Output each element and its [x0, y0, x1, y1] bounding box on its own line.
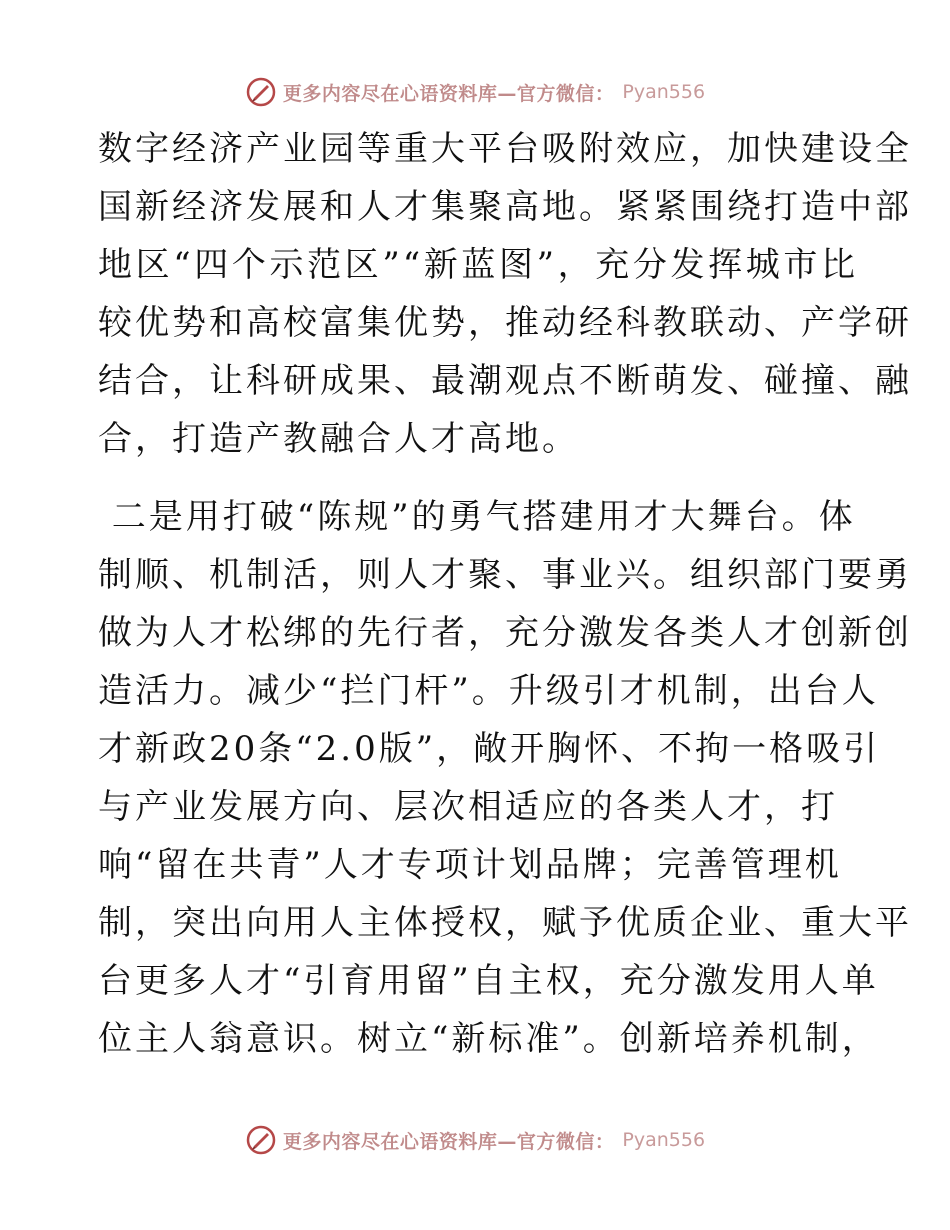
text-line: 与产业发展方向、层次相适应的各类人才，打	[98, 787, 838, 827]
watermark-text: 更多内容尽在心语资料库—官方微信：	[282, 1130, 615, 1153]
watermark-text: 更多内容尽在心语资料库—官方微信：	[282, 82, 615, 105]
header-watermark	[0, 72, 950, 112]
quill-logo-icon	[245, 76, 277, 108]
text-line: 制，突出向用人主体授权，赋予优质企业、重大平	[98, 903, 912, 943]
watermark-handle: Pyan556	[622, 1129, 706, 1151]
paragraph-2	[98, 488, 912, 1068]
text-line: 做为人才松绑的先行者，充分激发各类人才创新创	[98, 613, 912, 653]
text-line: 制顺、机制活，则人才聚、事业兴。组织部门要勇	[98, 555, 912, 595]
text-line: 合，打造产教融合人才高地。	[98, 419, 579, 459]
paragraph-1	[98, 120, 912, 468]
text-line: 位主人翁意识。树立“新标准”。创新培养机制，	[98, 1019, 879, 1059]
quill-logo-icon	[245, 1124, 277, 1156]
document-body	[98, 120, 912, 1068]
text-line: 结合，让科研成果、最潮观点不断萌发、碰撞、融	[98, 361, 912, 401]
footer-watermark	[0, 1120, 950, 1160]
text-line: 造活力。减少“拦门杆”。升级引才机制，出台人	[98, 671, 879, 711]
text-line: 较优势和高校富集优势，推动经科教联动、产学研	[98, 303, 912, 343]
text-line: 才新政20条“2.0版”，敞开胸怀、不拘一格吸引	[98, 729, 881, 769]
text-line: 国新经济发展和人才集聚高地。紧紧围绕打造中部	[98, 187, 912, 227]
text-line: 数字经济产业园等重大平台吸附效应，加快建设全	[98, 129, 912, 169]
text-line: 地区“四个示范区”“新蓝图”，充分发挥城市比	[98, 245, 858, 285]
watermark-handle: Pyan556	[622, 81, 706, 103]
text-line: 响“留在共青”人才专项计划品牌；完善管理机	[98, 845, 842, 885]
text-line: 台更多人才“引育用留”自主权，充分激发用人单	[98, 961, 879, 1001]
text-line: 二是用打破“陈规”的勇气搭建用才大舞台。体	[98, 497, 856, 537]
